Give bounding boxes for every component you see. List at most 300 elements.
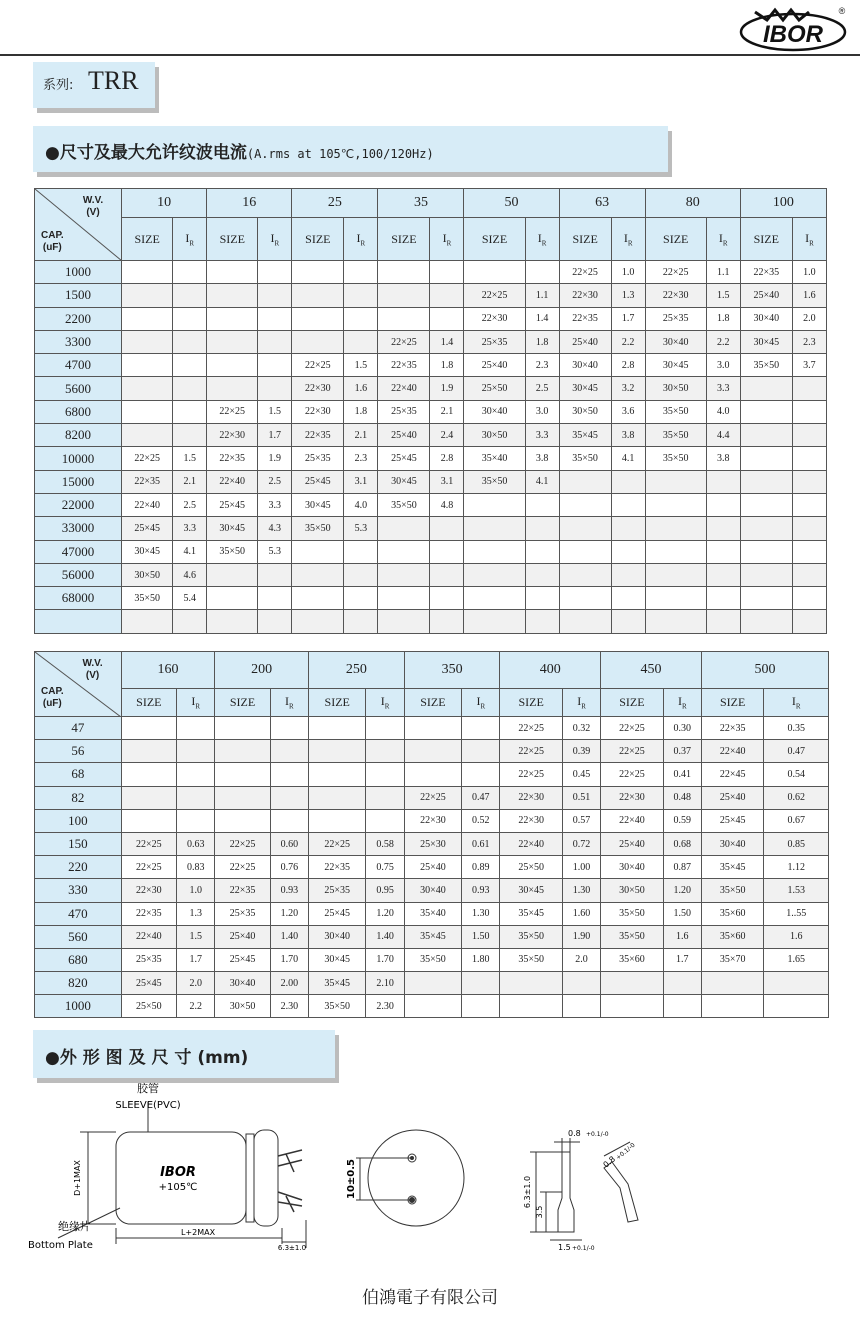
ripple-current-cell: 1.1 [706,261,740,284]
size-cell [500,995,562,1018]
size-cell: 22×35 [740,261,792,284]
size-cell: 22×35 [122,470,173,493]
size-cell [122,307,173,330]
voltage-header: 10 [122,189,207,218]
size-cell: 22×35 [701,717,763,740]
size-cell [740,610,792,633]
size-cell: 22×30 [559,284,611,307]
ripple-current-cell [344,587,378,610]
capacitor-logo-text: IBOR [160,1165,196,1180]
size-cell [121,740,176,763]
ripple-current-cell: 0.85 [764,832,829,855]
size-cell [215,717,270,740]
size-cell: 35×50 [500,925,562,948]
table-row [35,902,829,925]
size-cell: 35×50 [701,879,763,902]
section2-title: ●外 形 图 及 尺 寸 (mm) [45,1048,249,1068]
brand-logo [737,2,852,52]
ripple-current-cell: 3.3 [173,517,207,540]
size-cell: 22×30 [500,786,562,809]
size-cell: 30×40 [645,330,706,353]
size-cell: 30×50 [559,400,611,423]
size-cell: 30×45 [500,879,562,902]
size-cell: 25×45 [207,493,258,516]
ripple-current-cell: 1.0 [792,261,826,284]
ripple-current-cell [611,563,645,586]
size-cell [292,261,344,284]
ripple-column-header: $I_R$ [462,689,500,717]
ripple-current-cell: 1.30 [562,879,600,902]
dim-top-tolerance: +0.1/-0 [586,1131,609,1138]
ripple-current-cell: 0.45 [562,763,600,786]
ripple-current-cell [792,493,826,516]
size-cell [601,995,663,1018]
svg-text:®: ® [838,6,846,16]
size-cell: 22×25 [309,832,366,855]
ripple-current-cell [258,307,292,330]
ripple-current-cell [366,786,404,809]
table-row [35,307,827,330]
ripple-current-cell: 1.0 [177,879,215,902]
ripple-current-cell: 1.70 [270,948,308,971]
size-cell [207,307,258,330]
capacitance-cell: 6800 [35,400,122,423]
ripple-current-cell [258,354,292,377]
size-cell: 22×35 [309,856,366,879]
ripple-current-cell [258,284,292,307]
dim-side-tolerance: +0.1/-0 [614,1141,637,1162]
size-cell [292,610,344,633]
ripple-current-cell: 1.65 [764,948,829,971]
size-cell [122,261,173,284]
ripple-current-cell: 2.0 [177,972,215,995]
ripple-current-cell [611,470,645,493]
size-cell: 22×40 [121,925,176,948]
size-cell [464,610,525,633]
ripple-current-cell: 4.6 [173,563,207,586]
ripple-current-cell: 1..55 [764,902,829,925]
ripple-current-cell: 2.1 [173,470,207,493]
size-cell [404,972,461,995]
size-cell: 22×45 [701,763,763,786]
size-cell [215,763,270,786]
ripple-current-cell [173,377,207,400]
size-cell: 22×25 [378,330,430,353]
table-row [35,540,827,563]
table-row [35,809,829,832]
ripple-current-cell: 2.5 [258,470,292,493]
size-cell: 25×35 [292,447,344,470]
size-cell: 30×45 [645,354,706,377]
size-cell: 35×50 [404,948,461,971]
ripple-current-section-header [33,126,668,172]
ripple-current-cell: 2.4 [430,424,464,447]
ripple-current-cell: 0.51 [562,786,600,809]
ripple-current-cell: 4.0 [344,493,378,516]
ripple-current-cell [611,587,645,610]
ripple-current-cell [663,995,701,1018]
ripple-current-cell [562,995,600,1018]
ripple-current-cell: 1.9 [430,377,464,400]
dim-side-width: 0.8 [601,1154,618,1170]
voltage-header: 80 [645,189,740,218]
size-column-header: SIZE [215,689,270,717]
size-cell: 30×45 [378,470,430,493]
voltage-header: 25 [292,189,378,218]
size-cell: 35×45 [404,925,461,948]
size-column-header: SIZE [309,689,366,717]
table2-corner: W.V. (V) CAP. (uF) [35,652,122,717]
capacitance-cell: 1000 [35,261,122,284]
size-cell: 22×35 [378,354,430,377]
ripple-current-cell: 3.1 [430,470,464,493]
table-row [35,610,827,633]
ripple-current-cell: 1.3 [177,902,215,925]
size-cell [121,763,176,786]
capacitance-cell: 4700 [35,354,122,377]
ripple-current-cell [173,330,207,353]
capacitance-cell: 3300 [35,330,122,353]
size-cell: 30×50 [122,563,173,586]
size-cell [559,540,611,563]
size-cell: 25×35 [464,330,525,353]
size-cell: 35×50 [601,902,663,925]
capacitance-cell: 470 [35,902,122,925]
size-cell: 30×40 [559,354,611,377]
size-cell: 25×50 [121,995,176,1018]
size-cell: 22×25 [122,447,173,470]
size-cell: 30×40 [601,856,663,879]
table-row [35,493,827,516]
ripple-current-cell: 1.5 [177,925,215,948]
ripple-current-cell [430,587,464,610]
ripple-column-header: $I_R$ [792,218,826,261]
table-row [35,447,827,470]
ripple-current-cell: 1.8 [525,330,559,353]
size-cell: 22×25 [121,832,176,855]
ripple-current-cell [173,261,207,284]
ripple-current-cell [525,493,559,516]
size-cell [740,377,792,400]
size-cell [404,763,461,786]
ripple-column-header: $I_R$ [366,689,404,717]
ripple-current-cell: 0.95 [366,879,404,902]
ripple-current-cell [792,447,826,470]
ripple-current-cell [663,972,701,995]
series-name: TRR [88,66,139,95]
size-cell [404,717,461,740]
series-label: 系列: [43,78,74,93]
size-cell [559,493,611,516]
voltage-header: 160 [121,652,215,689]
ripple-current-cell: 2.30 [270,995,308,1018]
size-cell [740,424,792,447]
table-row [35,832,829,855]
table-row [35,995,829,1018]
sleeve-label-en: SLEEVE(PVC) [115,1100,181,1111]
table-row [35,587,827,610]
size-cell: 25×35 [645,307,706,330]
size-cell: 22×25 [601,740,663,763]
ripple-current-cell: 4.1 [173,540,207,563]
size-cell: 22×25 [601,763,663,786]
ripple-current-cell: 0.63 [177,832,215,855]
size-column-header: SIZE [559,218,611,261]
size-cell: 22×40 [207,470,258,493]
size-cell: 25×50 [464,377,525,400]
ripple-current-cell [792,610,826,633]
ripple-current-cell [525,587,559,610]
ripple-current-cell: 1.53 [764,879,829,902]
size-cell [122,284,173,307]
dim-pin-length: 6.3±1.0 [277,1244,307,1252]
ripple-current-cell [792,424,826,447]
size-cell: 35×60 [701,902,763,925]
size-cell [645,587,706,610]
ripple-current-cell: 2.5 [173,493,207,516]
size-cell [378,587,430,610]
ripple-current-cell [792,563,826,586]
size-cell: 30×40 [464,400,525,423]
size-cell [122,400,173,423]
capacitance-cell: 1500 [35,284,122,307]
ripple-current-cell: 1.8 [344,400,378,423]
size-column-header: SIZE [121,689,176,717]
size-cell: 25×45 [121,972,176,995]
size-cell: 22×30 [292,400,344,423]
ripple-current-cell [706,563,740,586]
size-cell [464,261,525,284]
ripple-current-cell: 1.4 [525,307,559,330]
capacitance-cell: 22000 [35,493,122,516]
size-cell [464,493,525,516]
ripple-current-cell: 2.3 [344,447,378,470]
ripple-current-cell: 0.59 [663,809,701,832]
size-cell [378,610,430,633]
ripple-current-cell: 2.3 [792,330,826,353]
size-cell: 22×30 [207,424,258,447]
ripple-current-cell: 1.8 [430,354,464,377]
size-cell: 30×40 [740,307,792,330]
ripple-current-cell: 1.40 [270,925,308,948]
table-row [35,470,827,493]
size-cell [378,563,430,586]
ripple-current-cell [792,400,826,423]
ripple-current-cell: 1.50 [462,925,500,948]
size-cell: 35×60 [701,925,763,948]
ripple-current-cell [177,763,215,786]
size-cell: 25×40 [740,284,792,307]
ripple-current-cell: 1.3 [611,284,645,307]
size-cell [740,447,792,470]
table-row [35,563,827,586]
size-cell [215,740,270,763]
size-column-header: SIZE [601,689,663,717]
ripple-current-cell: 5.3 [344,517,378,540]
size-cell: 35×45 [500,902,562,925]
size-cell: 35×70 [701,948,763,971]
size-cell: 35×40 [404,902,461,925]
ripple-current-cell: 1.60 [562,902,600,925]
ripple-current-cell [430,563,464,586]
ripple-column-header: $I_R$ [344,218,378,261]
size-cell [701,995,763,1018]
header-rule [0,54,860,56]
ripple-current-cell: 1.20 [270,902,308,925]
size-cell: 30×45 [207,517,258,540]
size-cell: 22×30 [292,377,344,400]
size-cell [122,354,173,377]
size-cell: 35×50 [207,540,258,563]
ripple-column-header: $I_R$ [258,218,292,261]
size-cell [309,809,366,832]
size-cell [122,610,173,633]
table1-corner: W.V. (V) CAP. (uF) [35,189,122,261]
dim-bottom-width: 1.5 [558,1243,571,1252]
size-cell [645,610,706,633]
table-row [35,948,829,971]
size-cell: 35×50 [645,447,706,470]
size-cell: 25×45 [292,470,344,493]
size-cell [645,517,706,540]
outline-dimensions-section-header [33,1030,335,1078]
size-cell: 30×45 [122,540,173,563]
capacitance-cell: 820 [35,972,122,995]
ripple-column-header: $I_R$ [270,689,308,717]
size-cell: 22×25 [559,261,611,284]
size-column-header: SIZE [122,218,173,261]
ripple-column-header: $I_R$ [562,689,600,717]
size-cell: 35×50 [122,587,173,610]
ripple-current-cell [258,587,292,610]
capacitance-cell: 150 [35,832,122,855]
size-cell [740,563,792,586]
ripple-current-cell [462,740,500,763]
size-cell: 30×40 [404,879,461,902]
size-cell [464,587,525,610]
size-cell: 25×45 [309,902,366,925]
ripple-current-cell [706,493,740,516]
ripple-current-cell: 3.3 [525,424,559,447]
size-cell [740,587,792,610]
size-cell: 35×50 [645,424,706,447]
size-cell [207,587,258,610]
size-cell: 25×40 [215,925,270,948]
size-cell [378,540,430,563]
dim-pitch: 10±0.5 [346,1158,357,1200]
size-cell [309,740,366,763]
size-cell: 25×30 [404,832,461,855]
ripple-current-cell [706,470,740,493]
ripple-current-cell: 1.6 [344,377,378,400]
ripple-column-header: $I_R$ [525,218,559,261]
ripple-current-cell: 2.10 [366,972,404,995]
ripple-current-cell [611,610,645,633]
ripple-current-cell [344,284,378,307]
ripple-current-cell [562,972,600,995]
table-row [35,377,827,400]
ripple-current-cell [366,763,404,786]
ripple-current-cell: 5.4 [173,587,207,610]
size-cell [464,563,525,586]
ripple-current-cell: 0.39 [562,740,600,763]
capacitance-cell: 68000 [35,587,122,610]
ripple-current-cell [792,517,826,540]
ripple-current-cell [792,470,826,493]
size-cell: 35×45 [309,972,366,995]
ripple-current-cell [344,540,378,563]
ripple-current-cell: 1.5 [344,354,378,377]
capacitance-cell: 47000 [35,540,122,563]
size-cell [207,261,258,284]
ripple-current-cell: 0.68 [663,832,701,855]
ripple-current-cell [706,517,740,540]
ripple-current-cell [792,377,826,400]
table-row [35,261,827,284]
capacitance-cell: 8200 [35,424,122,447]
ripple-current-cell [270,740,308,763]
size-cell [740,493,792,516]
table-row [35,424,827,447]
size-column-header: SIZE [464,218,525,261]
table-row [35,354,827,377]
capacitance-cell: 33000 [35,517,122,540]
size-cell [464,517,525,540]
size-column-header: SIZE [207,218,258,261]
ripple-current-cell: 3.3 [706,377,740,400]
table-row [35,763,829,786]
ripple-current-cell [366,809,404,832]
ripple-current-cell: 1.20 [366,902,404,925]
size-cell [378,517,430,540]
ripple-current-cell: 0.67 [764,809,829,832]
series-box [33,62,155,108]
size-cell: 22×25 [601,717,663,740]
ripple-current-cell: 2.0 [792,307,826,330]
capacitance-cell: 100 [35,809,122,832]
dim-terminal-tip: 3.5 [535,1205,544,1219]
ripple-current-cell [525,563,559,586]
ripple-current-cell: 1.9 [258,447,292,470]
size-cell: 30×40 [701,832,763,855]
size-cell [292,563,344,586]
ripple-current-table-low-voltage [34,188,827,634]
size-cell: 30×50 [601,879,663,902]
ripple-current-cell [258,563,292,586]
size-cell [645,563,706,586]
ripple-current-cell: 4.1 [525,470,559,493]
size-cell: 22×40 [701,740,763,763]
size-cell: 22×35 [207,447,258,470]
size-cell: 22×30 [601,786,663,809]
table-row [35,330,827,353]
size-column-header: SIZE [701,689,763,717]
size-cell: 30×40 [309,925,366,948]
ripple-current-cell [177,809,215,832]
ripple-current-cell [344,330,378,353]
ripple-current-cell: 1.5 [173,447,207,470]
size-cell: 35×45 [701,856,763,879]
voltage-header: 500 [701,652,828,689]
ripple-current-cell: 5.3 [258,540,292,563]
brand-text: IBOR [763,21,823,48]
size-cell: 22×25 [215,856,270,879]
size-cell: 25×45 [215,948,270,971]
ripple-current-cell: 2.8 [430,447,464,470]
ripple-column-header: $I_R$ [706,218,740,261]
size-cell [645,540,706,563]
ripple-current-cell: 1.50 [663,902,701,925]
